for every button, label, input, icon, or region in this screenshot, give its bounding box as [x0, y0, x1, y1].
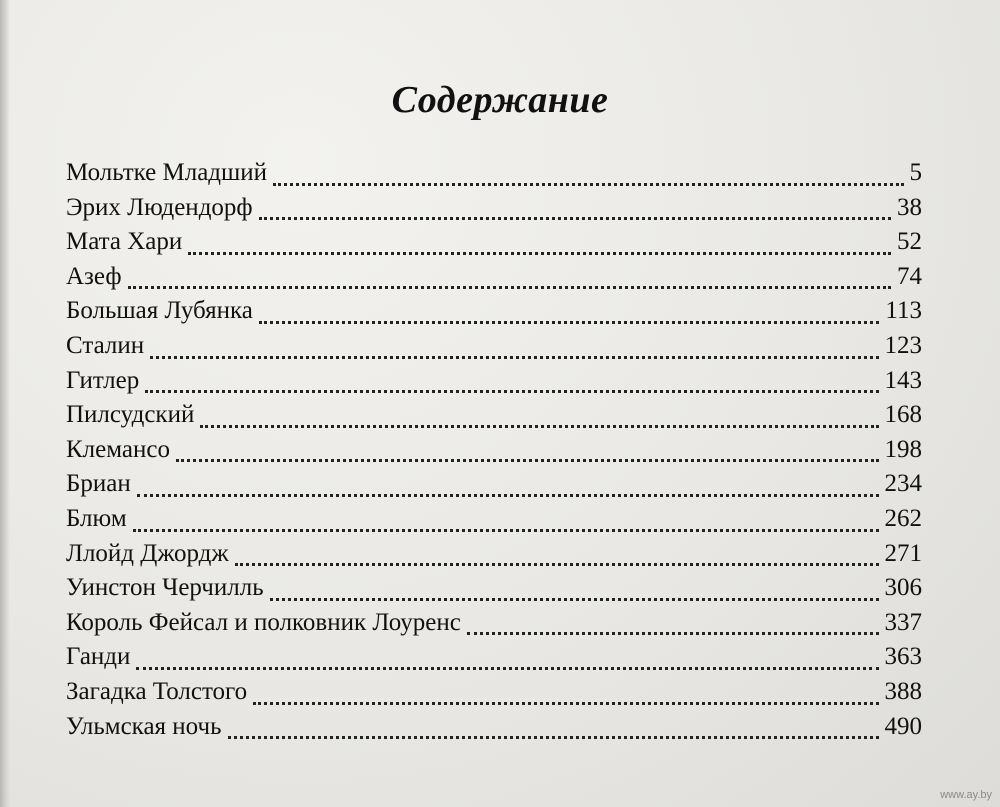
toc-entry-page-number: 234 [884, 470, 922, 498]
toc-entry-title: Мольтке Младший [66, 159, 268, 186]
dot-leader [259, 321, 880, 324]
toc-entry [66, 502, 922, 537]
toc-entry-title: Большая Лубянка [66, 297, 253, 325]
toc-entry [66, 710, 922, 745]
toc-entry-title: Уинстон Черчилль [66, 574, 264, 602]
dot-leader [136, 667, 878, 670]
toc-entry-page-number: 38 [897, 193, 922, 221]
toc-entry-title: Ульмская ночь [66, 712, 222, 740]
toc-entry-page-number: 113 [885, 297, 922, 325]
toc-entry-title: Клемансо [66, 435, 170, 463]
dot-leader [235, 563, 879, 566]
toc-entry [66, 571, 922, 606]
toc-entry-title: Ллойд Джордж [66, 539, 229, 567]
dot-leader [253, 702, 878, 705]
toc-entry-page-number: 363 [884, 643, 922, 671]
toc-entry-page-number: 143 [884, 366, 922, 394]
dot-leader [150, 356, 878, 359]
toc-entry-page-number: 123 [884, 331, 922, 359]
toc-entry-title: Азеф [66, 262, 122, 290]
toc-entry-page-number: 168 [884, 401, 922, 429]
toc-entry [66, 294, 922, 329]
toc-entry-page-number: 5 [909, 159, 922, 186]
toc-entry-title: Пилсудский [66, 401, 195, 429]
dot-leader [270, 598, 879, 601]
toc-entry [66, 225, 922, 260]
toc-entry [66, 156, 922, 191]
dot-leader [188, 252, 891, 255]
toc-entry-title: Бриан [66, 470, 131, 498]
toc-entry-title: Эрих Людендорф [66, 193, 253, 221]
dot-leader [259, 217, 891, 220]
toc-entry [66, 433, 922, 468]
site-watermark: www.ay.by [940, 789, 992, 801]
toc-entry [66, 675, 922, 710]
toc-entry [66, 364, 922, 399]
toc-entry [66, 260, 922, 295]
toc-entry [66, 467, 922, 502]
toc-entry [66, 191, 922, 226]
dot-leader [133, 529, 879, 532]
toc-entry-page-number: 52 [897, 228, 922, 256]
dot-leader [145, 390, 878, 393]
toc-entry-page-number: 337 [884, 608, 922, 636]
dot-leader [467, 632, 879, 635]
toc-entry-title: Ганди [66, 643, 131, 671]
toc-entry-page-number: 388 [884, 677, 922, 705]
toc-entry-title: Сталин [66, 331, 145, 359]
toc-entry-title: Король Фейсал и полковник Лоуренс [66, 608, 461, 636]
toc-entry-page-number: 198 [884, 435, 922, 463]
dot-leader [200, 425, 878, 428]
toc-entry-page-number: 74 [897, 262, 922, 290]
table-of-contents [66, 156, 922, 744]
toc-entry-page-number: 306 [884, 574, 922, 602]
dot-leader [176, 459, 879, 462]
toc-entry-page-number: 262 [884, 504, 922, 532]
toc-entry [66, 398, 922, 433]
contents-title: Содержание [391, 79, 609, 121]
toc-entry-page-number: 271 [884, 539, 922, 567]
toc-entry-page-number: 490 [884, 712, 922, 740]
dot-leader [137, 494, 879, 497]
toc-entry [66, 537, 922, 572]
toc-entry [66, 329, 922, 364]
toc-entry-title: Загадка Толстого [66, 677, 248, 705]
dot-leader [128, 286, 891, 289]
toc-entry-title: Гитлер [66, 366, 140, 394]
toc-entry [66, 640, 922, 675]
toc-entry [66, 606, 922, 641]
toc-entry-title: Мата Хари [66, 228, 183, 256]
dot-leader [228, 736, 879, 739]
toc-entry-title: Блюм [66, 504, 127, 532]
dot-leader [273, 183, 903, 186]
